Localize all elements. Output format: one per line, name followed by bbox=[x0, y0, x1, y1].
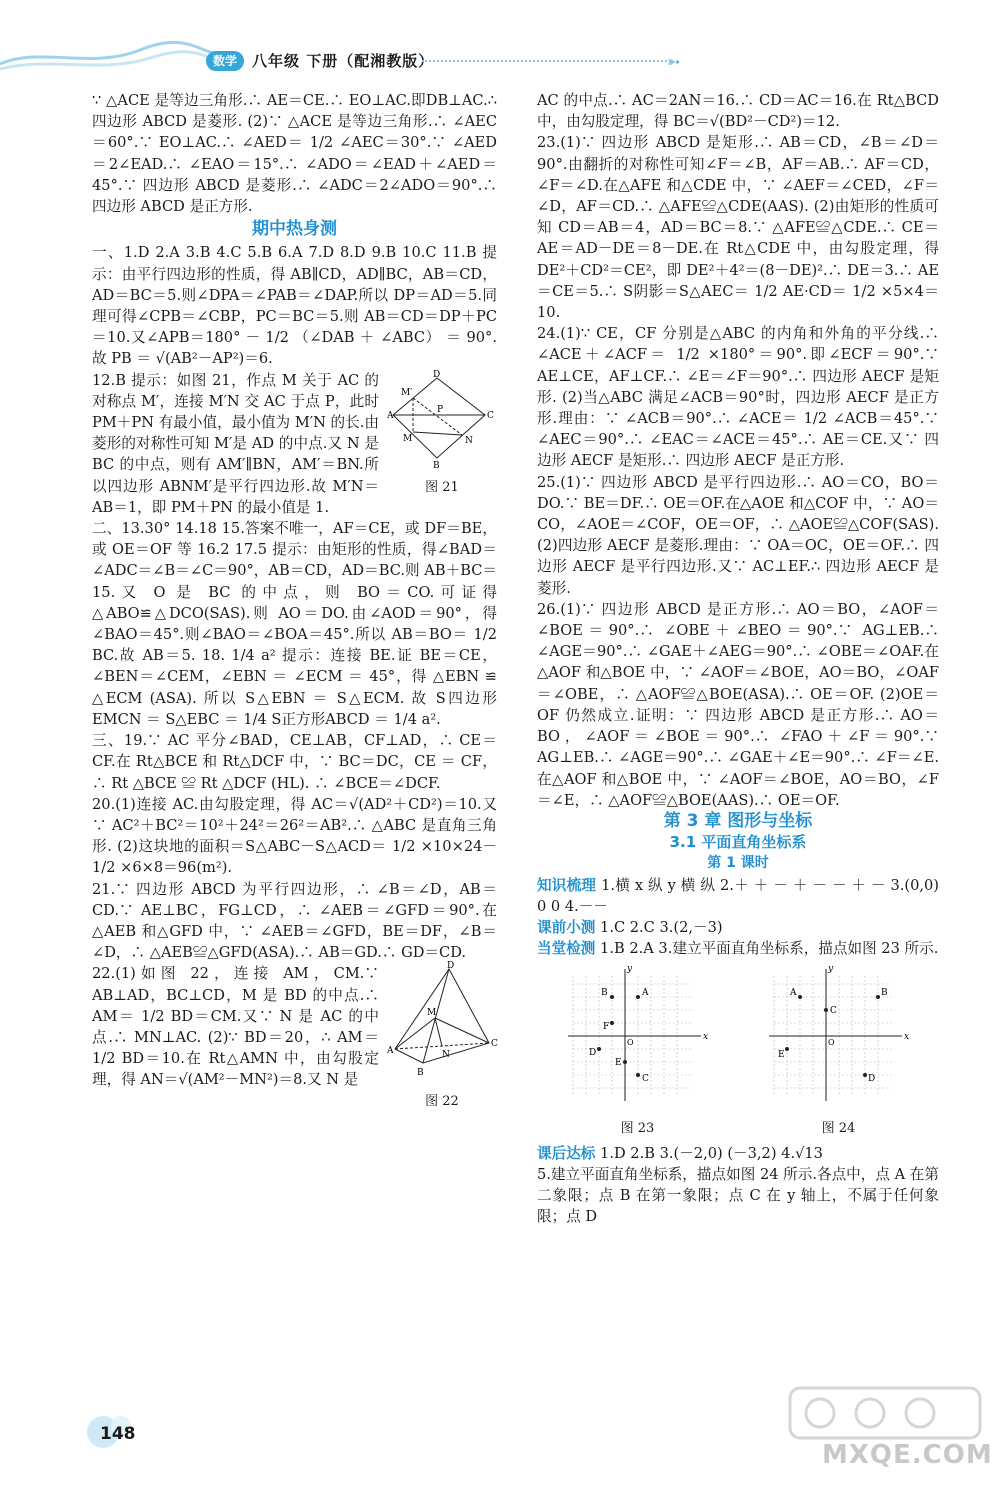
left-para-3: 12.B 提示：如图 21，作点 M 关于 AC 的对称点 M′，连接 M′N 交 AC 于点 P，此时 PM＋PN 有最小值，最小值为 M′N 的长.由菱形的对称性可知 M′是 AD 的中点.又 N 是 BC 的中点，则有 AM′∥BN，AM′＝BN.所以四边形 ABNM′是平行四边形.故 M′N＝AB＝1，即 PM＋PN 的最小值是 1. bbox=[92, 371, 379, 516]
svg-text:y: y bbox=[827, 964, 833, 975]
svg-text:N: N bbox=[442, 1050, 450, 1061]
svg-text:B: B bbox=[880, 988, 888, 999]
svg-text:x: x bbox=[702, 1032, 708, 1043]
header-title: 八年级 下册（配湘教版） bbox=[252, 52, 435, 70]
right-para-1: AC 的中点.∴ AC＝2AN＝16.∴ CD＝AC＝16.在 Rt△BCD 中，由勾股定理，得 BC＝√(BD²－CD²)＝12. bbox=[537, 92, 939, 131]
right-para-last: 5.建立平面直角坐标系，描点如图 24 所示.各点中，点 A 在第二象限；点 B 在第一象限；点 C 在 y 轴上，不属于任何象限；点 D bbox=[537, 1165, 939, 1226]
figure-22-caption: 图 22 bbox=[425, 1093, 459, 1109]
svg-text:B: B bbox=[600, 988, 608, 999]
knowledge-review-text: 1.横 x 纵 y 横 纵 2.＋ ＋ － ＋ － － ＋ － 3.(0,0) 0 0 4.－－ bbox=[537, 876, 939, 915]
svg-text:O: O bbox=[626, 1038, 634, 1048]
header-dotted-line bbox=[422, 60, 667, 62]
section-title-midterm: 期中热身测 bbox=[252, 219, 337, 240]
coordinate-grid-24 bbox=[764, 961, 914, 1111]
in-class-check-text: 1.B 2.A 3.建立平面直角坐标系，描点如图 23 所示. bbox=[600, 940, 939, 958]
left-para-1: ∵ △ACE 是等边三角形.∴ AE＝CE.∴ EO⊥AC.即DB⊥AC.∴ 四边形 ABCD 是菱形. (2)∵ △ACE 是等边三角形.∴ ∠AEC＝60°.∵ EO⊥AC.∴ ∠AED＝ 1/2 ∠AEC＝30°.∵ ∠AED＝2∠EAD.∴ ∠EAO＝15°.∴ ∠ADO＝∠EAD＋∠AED＝45°.∵ 四边形 ABCD 是菱形.∴ ∠ADC＝2∠ADO＝90°.∴ 四边形 ABCD 是正方形. bbox=[92, 92, 497, 216]
left-para-8: 22.(1)如图 22，连接 AM，CM.∵ AB⊥AD，BC⊥CD，M 是 BD 的中点.∴ AM＝ 1/2 BD＝CM.又∵ N 是 AC 的中点.∴ MN⊥AC. (2)∵ BD＝20，∴ AM＝ 1/2 BD＝10.在 Rt△AMN 中，由勾股定理，得 AN＝√(AM²－MN²)＝8.又 N 是 bbox=[92, 965, 379, 1089]
figure-21 bbox=[387, 370, 497, 498]
svg-text:A: A bbox=[387, 1046, 394, 1057]
figure-23-caption: 图 23 bbox=[620, 1120, 655, 1136]
left-para-2: 一、1.D 2.A 3.B 4.C 5.B 6.A 7.D 8.D 9.B 10.C 11.B 提示：由平行四边形的性质，得 AB∥CD，AD∥BC，AB＝CD，AD＝BC＝5.则∠DPA＝∠PAB＝∠DAP.所以 DP＝AD＝5.同理可得∠CPB＝∠CBP，PC＝BC＝5.则 AB＝CD＝DP＋PC＝10.又∠APB＝180° － 1/2 （∠DAB ＋ ∠ABC） ＝ 90°. 故 PB ＝ √(AB²－AP²)＝6. bbox=[92, 244, 497, 368]
left-para-4: 二、13.30° 14.18 15.答案不唯一，AF＝CE，或 DF＝BE，或 OE＝OF 等 16.2 17.5 提示：由矩形的性质，得∠BAD＝∠ADC＝∠B＝∠C＝90°，AB＝CD，AD＝BC.则 AB＋BC＝15.又 O 是 BC 的中点，则 BO＝CO.可证得△ABO≌△DCO(SAS).则 AO＝DO.由∠AOD＝90°，得∠BAO＝45°.则∠BAO＝∠BOA＝45°.所以 AB＝BO＝ 1/2 BC.故 AB＝5. 18. 1/4 a² 提示：连接 BE.证 BE＝CE，∠BEN＝∠CEM，∠EBN ＝ ∠ECM ＝ 45°，得 △EBN ≌ △ECM (ASA). 所以 S△EBN ＝ S△ECM. 故 S四边形EMCN ＝ S△EBC ＝ 1/4 S正方形ABCD ＝ 1/4 a². bbox=[92, 520, 497, 728]
svg-text:O: O bbox=[827, 1038, 835, 1048]
figure-22 bbox=[387, 963, 497, 1111]
arrow-icon: ➳ bbox=[667, 52, 681, 71]
svg-text:C: C bbox=[487, 410, 494, 421]
tag-after-class-goal: 课后达标 bbox=[537, 1144, 596, 1162]
svg-text:P: P bbox=[437, 404, 444, 415]
svg-text:D: D bbox=[588, 1048, 596, 1059]
svg-text:M: M bbox=[427, 1008, 437, 1019]
section-title-3-1: 3.1 平面直角坐标系 bbox=[669, 833, 807, 852]
svg-text:C: C bbox=[491, 1039, 498, 1050]
left-para-7: 21.∵ 四边形 ABCD 为平行四边形，∴ ∠B＝∠D，AB＝CD.∵ AE⊥BC，FG⊥CD，∴ ∠AEB＝∠GFD＝90°.在△AEB 和△GFD 中，∵ ∠AEB＝∠GFD，BE＝DF，∠B＝∠D，∴ △AEB≌△GFD(ASA).∴ AB＝GD.∴ GD＝CD. bbox=[92, 880, 497, 962]
right-para-3: 24.(1)∵ CE，CF 分别是△ABC 的内角和外角的平分线.∴ ∠ACE＋∠ACF＝ 1/2 ×180°＝90°.即∠ECF＝90°.∵ AE⊥CE，AF⊥CF.∴ ∠E＝∠F＝90°.∴ 四边形 AECF 是矩形. (2)当△ABC 满足∠ACB＝90°时，四边形 AECF 是正方形.理由：∵ ∠ACB＝90°.∴ ∠ACE＝ 1/2 ∠ACB＝45°.∵ ∠AEC＝90°.∴ ∠EAC＝∠ACE＝45°.∴ AE＝CE.又∵ 四边形 AECF 是矩形.∴ 四边形 AECF 是正方形. bbox=[537, 325, 939, 470]
svg-text:x: x bbox=[903, 1032, 909, 1043]
figure-24 bbox=[764, 961, 914, 1138]
coordinate-grid-23 bbox=[563, 961, 713, 1111]
page-header bbox=[0, 0, 1000, 80]
left-para-6: 20.(1)连接 AC.由勾股定理，得 AC＝√(AD²＋CD²)＝10.又∵ AC²＋BC²＝10²＋24²＝26²＝AB².∴ △ABC 是直角三角形. (2)这块地的面积＝S△ABC－S△ACD＝ 1/2 ×10×24－ 1/2 ×6×8＝96(m²). bbox=[92, 795, 497, 877]
svg-text:C: C bbox=[641, 1074, 649, 1085]
tag-pre-class-quiz: 课前小测 bbox=[537, 918, 596, 936]
header-wave-decoration bbox=[0, 36, 225, 76]
right-para-2: 23.(1)∵ 四边形 ABCD 是矩形.∴ AB＝CD，∠B＝∠D＝90°.由翻折的对称性可知∠F＝∠B，AF＝AB.∴ AF＝CD，∠F＝∠D.在△AFE 和△CDE 中，∵ ∠AEF＝∠CED，∠F＝∠D，AF＝CD.∴ △AFE≌△CDE(AAS). (2)由矩形的性质可知 CD＝AB＝4，AD＝BC＝8.∵ △AFE≌△CDE.∴ CE＝AE＝AD－DE＝8－DE.在 Rt△CDE 中，由勾股定理，得 DE²＋CD²＝CE²，即 DE²＋4²＝(8－DE)².∴ DE＝3.∴ AE＝CE＝5.∴ S阴影＝S△AEC＝ 1/2 AE·CD＝ 1/2 ×5×4＝10. bbox=[537, 134, 939, 322]
in-class-check bbox=[537, 938, 939, 959]
left-column bbox=[92, 90, 497, 1116]
chapter-title: 第 3 章 图形与坐标 bbox=[663, 810, 813, 831]
svg-text:A: A bbox=[789, 988, 796, 999]
tag-knowledge-review: 知识梳理 bbox=[537, 876, 597, 894]
svg-text:y: y bbox=[626, 964, 632, 975]
knowledge-review bbox=[537, 875, 939, 917]
svg-text:N: N bbox=[465, 435, 473, 446]
svg-text:D: D bbox=[433, 369, 441, 380]
after-class-goal-text: 1.D 2.B 3.(－2,0) (－3,2) 4.√13 bbox=[600, 1144, 823, 1162]
figure-24-caption: 图 24 bbox=[821, 1120, 856, 1136]
coordinate-figures bbox=[537, 961, 939, 1138]
pre-class-quiz-text: 1.C 2.C 3.(2,－3) bbox=[600, 918, 723, 936]
left-para-5: 三、19.∵ AC 平分∠BAD，CE⊥AB，CF⊥AD，∴ CE＝CF.在 Rt△BCE 和 Rt△DCF 中，∵ BC＝DC，CE ＝ CF，∴ Rt △BCE ≌ Rt △DCF (HL). ∴ ∠BCE＝∠DCF. bbox=[92, 732, 497, 792]
right-para-5: 26.(1)∵ 四边形 ABCD 是正方形.∴ AO＝BO，∠AOF＝∠BOE＝90°.∴ ∠OBE＋∠BEO＝90°.∵ AG⊥EB.∴ ∠AGE＝90°.∴ ∠GAE＋∠AEG＝90°.∴ ∠OBE＝∠OAF.在△AOF 和△BOE 中，∵ ∠AOF＝∠BOE，AO＝BO，∠OAF＝∠OBE，∴ △AOF≌△BOE(ASA).∴ OE＝OF. (2)OE＝OF 仍然成立.证明：∵ 四边形 ABCD 是正方形.∴ AO＝BO，∠AOF＝∠BOE＝90°.∴ ∠FAO＋∠F＝90°.∵ AG⊥EB.∴ ∠AGE＝90°.∴ ∠GAE＋∠E＝90°.∴ ∠F＝∠E.在△AOF 和△BOE 中，∵ ∠AOF＝∠BOE，AO＝BO，∠F＝∠E，∴ △AOF≌△BOE(AAS).∴ OE＝OF. bbox=[537, 600, 939, 809]
svg-text:D: D bbox=[447, 961, 455, 972]
svg-text:A: A bbox=[387, 410, 394, 421]
subject-badge: 数学 bbox=[206, 51, 244, 71]
svg-text:B: B bbox=[433, 460, 440, 471]
svg-text:F: F bbox=[602, 1022, 609, 1033]
svg-text:A: A bbox=[641, 988, 648, 999]
figure-21-caption: 图 21 bbox=[425, 479, 459, 495]
rhombus-diagram bbox=[387, 370, 497, 470]
lesson-title: 第 1 课时 bbox=[707, 855, 769, 872]
right-column bbox=[537, 90, 939, 1228]
svg-text:D: D bbox=[867, 1074, 875, 1085]
page-number: 148 bbox=[100, 1424, 136, 1444]
svg-text:M: M bbox=[403, 433, 413, 444]
figure-23 bbox=[563, 961, 713, 1138]
svg-text:E: E bbox=[777, 1050, 785, 1061]
quadrilateral-diagram bbox=[387, 963, 497, 1083]
svg-text:B: B bbox=[417, 1068, 424, 1079]
svg-text:M′: M′ bbox=[401, 387, 413, 398]
svg-text:C: C bbox=[829, 1006, 837, 1017]
svg-text:E: E bbox=[614, 1058, 622, 1069]
watermark-text: MXQE.COM bbox=[822, 1440, 993, 1470]
right-para-4: 25.(1)∵ 四边形 ABCD 是平行四边形.∴ AO＝CO，BO＝DO.∵ BE＝DF.∴ OE＝OF.在△AOE 和△COF 中，∵ AO＝CO，∠AOE＝∠COF，OE＝OF，∴ △AOE≌△COF(SAS). (2)四边形 AECF 是菱形.理由：∵ OA＝OC，OE＝OF.∴ 四边形 AECF 是平行四边形.又∵ AC⊥EF.∴ 四边形 AECF 是菱形. bbox=[537, 473, 939, 597]
after-class-goal bbox=[537, 1143, 939, 1164]
pre-class-quiz bbox=[537, 917, 939, 938]
tag-in-class-check: 当堂检测 bbox=[537, 940, 596, 958]
